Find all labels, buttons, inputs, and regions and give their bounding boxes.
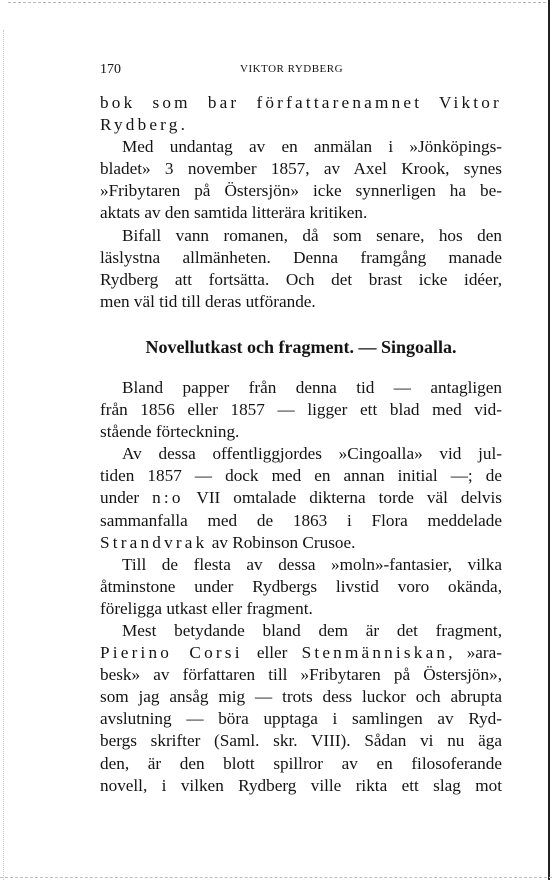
text-line: föreligga utkast eller fragment. — [100, 598, 313, 618]
text-line: tiden 1857 — dock med en annan initial —; de — [100, 466, 502, 486]
text-line: Bifall vann romanen, då som senare, hos den — [122, 225, 502, 245]
text-run: , »ara- — [448, 643, 502, 663]
spaced-title: Stenmänniskan — [301, 643, 449, 663]
text-line: den, är den blott spillror av en filosoferande — [100, 753, 502, 773]
text-line — [100, 487, 502, 509]
text-run: av Robinson Crusoe. — [207, 532, 356, 552]
text-line: Mest betydande bland dem är det fragment, — [122, 620, 502, 640]
text-line: bergs skrifter (Saml. skr. VIII). Sådan vi nu äga — [100, 731, 502, 751]
page-right-edge — [548, 0, 550, 880]
text-run: under — [100, 488, 153, 508]
text-line: bladet» 3 november 1857, av Axel Krook, synes — [100, 159, 502, 179]
spaced-title: Strandvrak — [100, 532, 208, 552]
text-line: sammanfalla med de 1863 i Flora meddelade — [100, 510, 502, 530]
section-heading: Novellutkast och fragment. — Singoalla. — [145, 336, 457, 357]
page-bottom-edge — [0, 877, 552, 878]
text-line: novell, i vilken Rydberg ville rikta ett slag mot — [100, 775, 502, 795]
text-line: »Fribytaren på Östersjön» icke synnerligen ha be- — [100, 181, 502, 201]
text-line: Av dessa offentliggjordes »Cingoalla» vid jul- — [122, 444, 502, 464]
text-line: Rydberg. — [100, 115, 189, 135]
text-line: Med undantag av en anmälan i »Jönköpings- — [122, 137, 502, 157]
running-head: VIKTOR RYDBERG — [240, 63, 344, 75]
text-line: aktats av den samtida litterära kritiken. — [100, 203, 368, 223]
page-number: 170 — [100, 62, 121, 77]
text-line: bok som bar författarenamnet Viktor — [100, 93, 502, 112]
page-top-edge — [8, 2, 546, 3]
spaced-abbreviation: n:o — [152, 488, 184, 508]
text-line: åtminstone under Rydbergs livstid voro okända, — [100, 576, 502, 596]
text-line: Bland papper från denna tid — antagligen — [122, 377, 502, 397]
text-run: VII omtalade dikterna torde väl delvis — [183, 488, 502, 508]
text-line: men väl tid till deras utförande. — [100, 291, 316, 311]
text-line: Till de flesta av dessa »moln»-fantasier, vilka — [122, 554, 502, 574]
spaced-title: Pierino Corsi — [100, 643, 243, 663]
page-left-edge — [3, 30, 4, 880]
page-header — [100, 62, 502, 82]
text-line — [100, 532, 502, 554]
text-line: som jag ansåg mig — trots dess luckor och abrupta — [100, 687, 502, 707]
text-line: läslystna allmänheten. Denna framgång manade — [100, 247, 502, 267]
text-line: Rydberg att fortsätta. Och det brast icke idéer, — [100, 269, 502, 289]
text-line — [100, 642, 502, 664]
text-run: eller — [242, 643, 302, 663]
text-line: från 1856 eller 1857 — ligger ett blad med vid- — [100, 400, 502, 420]
text-line: besk» av författaren till »Fribytaren på Östersjön», — [100, 665, 502, 685]
text-line: avslutning — böra upptaga i samlingen av Ryd- — [100, 709, 502, 729]
page-body — [100, 92, 502, 797]
text-line: stående förteckning. — [100, 422, 240, 442]
